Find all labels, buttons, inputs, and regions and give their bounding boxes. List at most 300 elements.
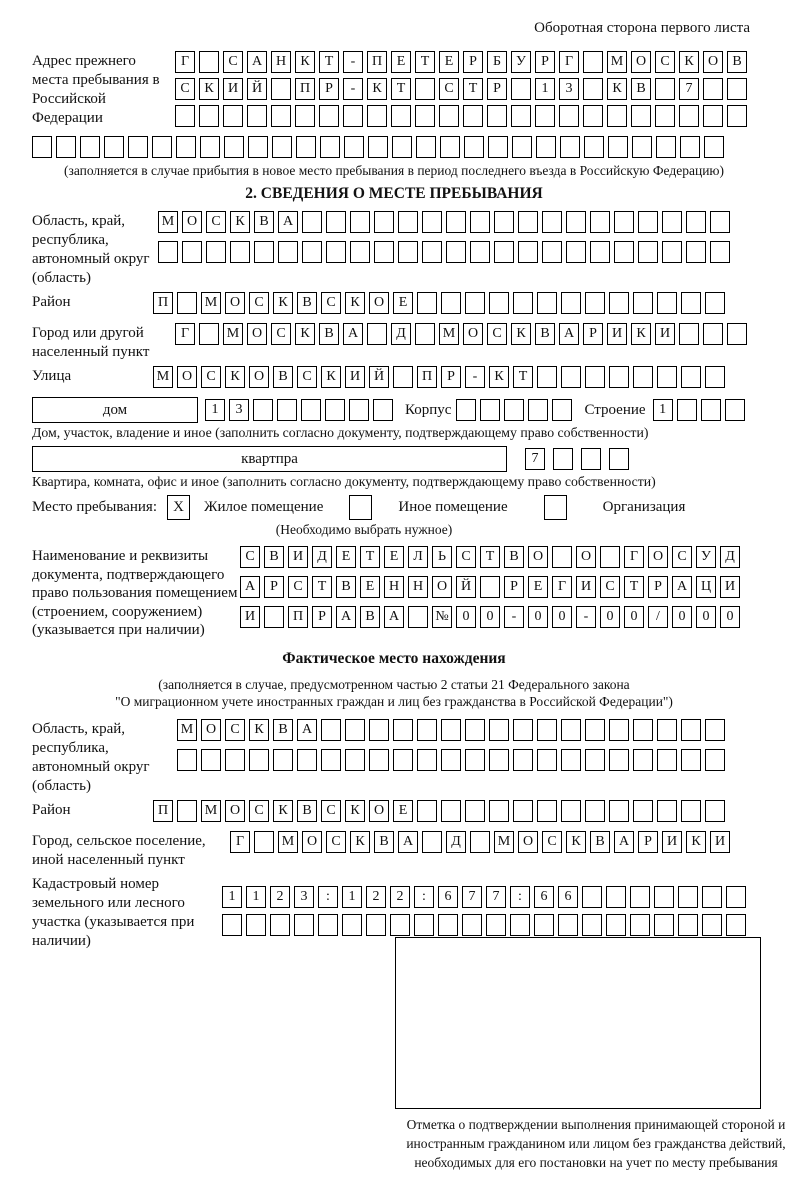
char-box[interactable]: С	[321, 292, 341, 314]
stay-option-checkbox-other-premises[interactable]	[349, 495, 372, 520]
char-box[interactable]: С	[223, 51, 243, 73]
char-box[interactable]: Р	[583, 323, 603, 345]
char-box[interactable]	[417, 800, 437, 822]
char-box[interactable]: Й	[456, 576, 476, 598]
char-box[interactable]	[297, 749, 317, 771]
char-box[interactable]	[489, 800, 509, 822]
char-box[interactable]	[342, 914, 362, 936]
char-box[interactable]	[494, 241, 514, 263]
char-box[interactable]: 0	[696, 606, 716, 628]
char-box[interactable]	[725, 399, 745, 421]
char-box[interactable]: О	[518, 831, 538, 853]
char-box[interactable]: К	[199, 78, 219, 100]
char-box[interactable]	[446, 211, 466, 233]
char-box[interactable]	[271, 78, 291, 100]
char-box[interactable]: А	[240, 576, 260, 598]
char-box[interactable]: /	[648, 606, 668, 628]
char-box[interactable]	[561, 366, 581, 388]
char-box[interactable]	[608, 136, 628, 158]
char-box[interactable]	[439, 105, 459, 127]
char-box[interactable]	[678, 914, 698, 936]
char-box[interactable]	[630, 886, 650, 908]
char-box[interactable]: Б	[487, 51, 507, 73]
char-box[interactable]: О	[182, 211, 202, 233]
char-box[interactable]	[727, 78, 747, 100]
char-box[interactable]	[609, 719, 629, 741]
char-box[interactable]	[470, 241, 490, 263]
char-box[interactable]	[655, 105, 675, 127]
char-box[interactable]: -	[343, 78, 363, 100]
char-box[interactable]: 0	[600, 606, 620, 628]
char-box[interactable]	[657, 366, 677, 388]
char-box[interactable]	[518, 241, 538, 263]
char-box[interactable]	[679, 323, 699, 345]
char-box[interactable]: С	[672, 546, 692, 568]
char-box[interactable]: О	[247, 323, 267, 345]
char-box[interactable]	[318, 914, 338, 936]
char-box[interactable]: С	[206, 211, 226, 233]
char-box[interactable]	[223, 105, 243, 127]
char-box[interactable]	[222, 914, 242, 936]
char-box[interactable]: Й	[369, 366, 389, 388]
char-box[interactable]	[513, 719, 533, 741]
char-box[interactable]	[702, 886, 722, 908]
char-box[interactable]	[369, 719, 389, 741]
char-box[interactable]	[368, 136, 388, 158]
char-box[interactable]	[513, 749, 533, 771]
char-box[interactable]	[398, 211, 418, 233]
char-box[interactable]: Е	[360, 576, 380, 598]
char-box[interactable]: Л	[408, 546, 428, 568]
char-box[interactable]	[585, 366, 605, 388]
char-box[interactable]: 1	[205, 399, 225, 421]
char-box[interactable]	[631, 105, 651, 127]
char-box[interactable]: В	[336, 576, 356, 598]
char-box[interactable]	[705, 800, 725, 822]
char-box[interactable]	[301, 399, 321, 421]
char-box[interactable]: :	[510, 886, 530, 908]
char-box[interactable]	[710, 211, 730, 233]
char-box[interactable]	[513, 800, 533, 822]
char-box[interactable]	[609, 448, 629, 470]
char-box[interactable]: С	[201, 366, 221, 388]
char-box[interactable]: Р	[319, 78, 339, 100]
char-box[interactable]: В	[360, 606, 380, 628]
char-box[interactable]	[585, 749, 605, 771]
char-box[interactable]: С	[655, 51, 675, 73]
char-box[interactable]	[253, 399, 273, 421]
char-box[interactable]: 6	[558, 886, 578, 908]
char-box[interactable]: И	[720, 576, 740, 598]
char-box[interactable]	[537, 719, 557, 741]
char-box[interactable]: А	[614, 831, 634, 853]
char-box[interactable]	[553, 448, 573, 470]
char-box[interactable]: С	[487, 323, 507, 345]
char-box[interactable]	[296, 136, 316, 158]
char-box[interactable]: Г	[552, 576, 572, 598]
char-box[interactable]: В	[297, 800, 317, 822]
char-box[interactable]	[686, 211, 706, 233]
char-box[interactable]: №	[432, 606, 452, 628]
char-box[interactable]: М	[201, 292, 221, 314]
char-box[interactable]: К	[273, 800, 293, 822]
char-box[interactable]: Т	[513, 366, 533, 388]
char-box[interactable]: Г	[230, 831, 250, 853]
char-box[interactable]: И	[223, 78, 243, 100]
char-box[interactable]: С	[249, 292, 269, 314]
char-box[interactable]	[277, 399, 297, 421]
char-box[interactable]: К	[295, 51, 315, 73]
char-box[interactable]: О	[703, 51, 723, 73]
char-box[interactable]	[633, 292, 653, 314]
char-box[interactable]	[614, 241, 634, 263]
char-box[interactable]	[662, 241, 682, 263]
char-box[interactable]	[104, 136, 124, 158]
char-box[interactable]	[552, 399, 572, 421]
char-box[interactable]: В	[264, 546, 284, 568]
char-box[interactable]	[590, 211, 610, 233]
char-box[interactable]	[606, 914, 626, 936]
char-box[interactable]: 3	[294, 886, 314, 908]
char-box[interactable]	[726, 914, 746, 936]
char-box[interactable]: А	[336, 606, 356, 628]
char-box[interactable]: 7	[486, 886, 506, 908]
char-box[interactable]	[677, 399, 697, 421]
char-box[interactable]: В	[273, 719, 293, 741]
char-box[interactable]: К	[631, 323, 651, 345]
char-box[interactable]	[367, 105, 387, 127]
char-box[interactable]: К	[566, 831, 586, 853]
char-box[interactable]	[200, 136, 220, 158]
char-box[interactable]	[462, 914, 482, 936]
char-box[interactable]	[559, 105, 579, 127]
char-box[interactable]: Е	[391, 51, 411, 73]
char-box[interactable]: К	[511, 323, 531, 345]
char-box[interactable]	[392, 136, 412, 158]
char-box[interactable]	[512, 136, 532, 158]
char-box[interactable]: :	[414, 886, 434, 908]
char-box[interactable]	[273, 749, 293, 771]
char-box[interactable]: Е	[393, 800, 413, 822]
char-box[interactable]: И	[288, 546, 308, 568]
char-box[interactable]: 1	[653, 399, 673, 421]
char-box[interactable]: 2	[390, 886, 410, 908]
char-box[interactable]: К	[249, 719, 269, 741]
char-box[interactable]	[657, 749, 677, 771]
char-box[interactable]	[422, 211, 442, 233]
char-box[interactable]	[581, 448, 601, 470]
char-box[interactable]	[583, 105, 603, 127]
char-box[interactable]: С	[271, 323, 291, 345]
char-box[interactable]	[177, 749, 197, 771]
char-box[interactable]	[201, 749, 221, 771]
char-box[interactable]	[369, 749, 389, 771]
char-box[interactable]	[681, 749, 701, 771]
char-box[interactable]: О	[177, 366, 197, 388]
char-box[interactable]: О	[225, 800, 245, 822]
char-box[interactable]	[703, 105, 723, 127]
char-box[interactable]: И	[662, 831, 682, 853]
char-box[interactable]: К	[295, 323, 315, 345]
char-box[interactable]	[560, 136, 580, 158]
char-box[interactable]: Т	[312, 576, 332, 598]
char-box[interactable]	[710, 241, 730, 263]
char-box[interactable]: 1	[246, 886, 266, 908]
stay-option-checkbox-residential[interactable]: X	[167, 495, 190, 520]
char-box[interactable]	[537, 749, 557, 771]
char-box[interactable]: В	[254, 211, 274, 233]
char-box[interactable]	[632, 136, 652, 158]
apartment-field-box[interactable]	[32, 446, 507, 472]
char-box[interactable]	[703, 323, 723, 345]
char-box[interactable]: Е	[384, 546, 404, 568]
char-box[interactable]: 7	[679, 78, 699, 100]
char-box[interactable]	[511, 105, 531, 127]
char-box[interactable]: И	[655, 323, 675, 345]
char-box[interactable]: К	[350, 831, 370, 853]
char-box[interactable]: Н	[271, 51, 291, 73]
char-box[interactable]	[582, 914, 602, 936]
char-box[interactable]: Р	[535, 51, 555, 73]
char-box[interactable]: К	[321, 366, 341, 388]
char-box[interactable]: О	[576, 546, 596, 568]
char-box[interactable]: И	[345, 366, 365, 388]
char-box[interactable]	[350, 211, 370, 233]
char-box[interactable]: К	[489, 366, 509, 388]
char-box[interactable]	[630, 914, 650, 936]
char-box[interactable]	[705, 719, 725, 741]
char-box[interactable]	[408, 606, 428, 628]
char-box[interactable]	[705, 292, 725, 314]
char-box[interactable]	[726, 886, 746, 908]
char-box[interactable]	[294, 914, 314, 936]
char-box[interactable]: 0	[720, 606, 740, 628]
char-box[interactable]: О	[528, 546, 548, 568]
char-box[interactable]	[374, 241, 394, 263]
char-box[interactable]: Е	[439, 51, 459, 73]
char-box[interactable]	[638, 241, 658, 263]
char-box[interactable]: П	[417, 366, 437, 388]
char-box[interactable]	[199, 323, 219, 345]
char-box[interactable]: В	[727, 51, 747, 73]
char-box[interactable]	[302, 241, 322, 263]
char-box[interactable]: -	[465, 366, 485, 388]
char-box[interactable]: 2	[366, 886, 386, 908]
char-box[interactable]: С	[175, 78, 195, 100]
char-box[interactable]: К	[607, 78, 627, 100]
char-box[interactable]	[374, 211, 394, 233]
char-box[interactable]	[326, 241, 346, 263]
char-box[interactable]	[518, 211, 538, 233]
char-box[interactable]: С	[542, 831, 562, 853]
char-box[interactable]: В	[631, 78, 651, 100]
char-box[interactable]	[320, 136, 340, 158]
char-box[interactable]	[727, 105, 747, 127]
char-box[interactable]	[128, 136, 148, 158]
char-box[interactable]: И	[576, 576, 596, 598]
char-box[interactable]	[80, 136, 100, 158]
char-box[interactable]	[583, 51, 603, 73]
char-box[interactable]	[349, 399, 369, 421]
char-box[interactable]: Е	[528, 576, 548, 598]
char-box[interactable]: С	[240, 546, 260, 568]
char-box[interactable]	[633, 719, 653, 741]
char-box[interactable]: В	[273, 366, 293, 388]
char-box[interactable]	[391, 105, 411, 127]
char-box[interactable]	[464, 136, 484, 158]
char-box[interactable]	[657, 719, 677, 741]
char-box[interactable]	[489, 749, 509, 771]
char-box[interactable]	[609, 749, 629, 771]
char-box[interactable]: О	[201, 719, 221, 741]
char-box[interactable]	[390, 914, 410, 936]
char-box[interactable]: О	[369, 800, 389, 822]
char-box[interactable]	[415, 323, 435, 345]
char-box[interactable]	[489, 719, 509, 741]
char-box[interactable]	[480, 399, 500, 421]
char-box[interactable]: -	[504, 606, 524, 628]
char-box[interactable]: С	[456, 546, 476, 568]
char-box[interactable]: Д	[391, 323, 411, 345]
char-box[interactable]: Р	[504, 576, 524, 598]
char-box[interactable]	[681, 366, 701, 388]
char-box[interactable]	[504, 399, 524, 421]
char-box[interactable]	[270, 914, 290, 936]
char-box[interactable]	[422, 831, 442, 853]
char-box[interactable]: О	[463, 323, 483, 345]
char-box[interactable]	[590, 241, 610, 263]
char-box[interactable]: М	[158, 211, 178, 233]
char-box[interactable]	[416, 136, 436, 158]
char-box[interactable]	[415, 78, 435, 100]
char-box[interactable]: Р	[648, 576, 668, 598]
char-box[interactable]	[32, 136, 52, 158]
char-box[interactable]: 1	[222, 886, 242, 908]
char-box[interactable]	[607, 105, 627, 127]
char-box[interactable]	[224, 136, 244, 158]
char-box[interactable]: Ц	[696, 576, 716, 598]
char-box[interactable]	[488, 136, 508, 158]
char-box[interactable]	[367, 323, 387, 345]
char-box[interactable]: Н	[384, 576, 404, 598]
char-box[interactable]	[176, 136, 196, 158]
char-box[interactable]	[536, 136, 556, 158]
char-box[interactable]	[638, 211, 658, 233]
char-box[interactable]	[344, 136, 364, 158]
char-box[interactable]	[542, 211, 562, 233]
char-box[interactable]	[654, 914, 674, 936]
char-box[interactable]: 1	[535, 78, 555, 100]
char-box[interactable]: С	[249, 800, 269, 822]
char-box[interactable]	[373, 399, 393, 421]
char-box[interactable]: П	[153, 292, 173, 314]
char-box[interactable]: 0	[480, 606, 500, 628]
char-box[interactable]: Г	[175, 323, 195, 345]
char-box[interactable]	[393, 719, 413, 741]
char-box[interactable]: В	[374, 831, 394, 853]
char-box[interactable]	[561, 800, 581, 822]
char-box[interactable]	[606, 886, 626, 908]
char-box[interactable]: О	[631, 51, 651, 73]
char-box[interactable]	[345, 749, 365, 771]
char-box[interactable]: 7	[525, 448, 545, 470]
char-box[interactable]: К	[225, 366, 245, 388]
char-box[interactable]	[657, 292, 677, 314]
char-box[interactable]: Р	[441, 366, 461, 388]
char-box[interactable]: К	[679, 51, 699, 73]
char-box[interactable]	[182, 241, 202, 263]
char-box[interactable]	[535, 105, 555, 127]
char-box[interactable]: У	[511, 51, 531, 73]
char-box[interactable]: :	[318, 886, 338, 908]
char-box[interactable]: 2	[270, 886, 290, 908]
char-box[interactable]: 0	[552, 606, 572, 628]
char-box[interactable]: Р	[463, 51, 483, 73]
char-box[interactable]: Г	[175, 51, 195, 73]
char-box[interactable]: С	[225, 719, 245, 741]
char-box[interactable]	[655, 78, 675, 100]
char-box[interactable]: О	[648, 546, 668, 568]
char-box[interactable]: А	[278, 211, 298, 233]
char-box[interactable]	[609, 366, 629, 388]
char-box[interactable]: Т	[624, 576, 644, 598]
char-box[interactable]: В	[535, 323, 555, 345]
char-box[interactable]	[510, 914, 530, 936]
char-box[interactable]	[681, 292, 701, 314]
char-box[interactable]	[542, 241, 562, 263]
char-box[interactable]	[537, 292, 557, 314]
char-box[interactable]: А	[672, 576, 692, 598]
char-box[interactable]	[417, 719, 437, 741]
house-field-box[interactable]	[32, 397, 198, 423]
char-box[interactable]: М	[439, 323, 459, 345]
char-box[interactable]	[686, 241, 706, 263]
char-box[interactable]: А	[343, 323, 363, 345]
char-box[interactable]	[271, 105, 291, 127]
char-box[interactable]: Т	[480, 546, 500, 568]
char-box[interactable]: Т	[319, 51, 339, 73]
char-box[interactable]	[438, 914, 458, 936]
char-box[interactable]	[440, 136, 460, 158]
char-box[interactable]	[230, 241, 250, 263]
char-box[interactable]: С	[297, 366, 317, 388]
char-box[interactable]	[679, 105, 699, 127]
char-box[interactable]	[470, 831, 490, 853]
char-box[interactable]	[487, 105, 507, 127]
char-box[interactable]: О	[432, 576, 452, 598]
char-box[interactable]	[609, 292, 629, 314]
char-box[interactable]	[486, 914, 506, 936]
char-box[interactable]	[513, 292, 533, 314]
char-box[interactable]	[422, 241, 442, 263]
char-box[interactable]	[701, 399, 721, 421]
char-box[interactable]	[614, 211, 634, 233]
char-box[interactable]	[321, 719, 341, 741]
char-box[interactable]: А	[247, 51, 267, 73]
char-box[interactable]	[633, 800, 653, 822]
char-box[interactable]	[654, 886, 674, 908]
char-box[interactable]: К	[367, 78, 387, 100]
char-box[interactable]	[393, 366, 413, 388]
char-box[interactable]: Д	[312, 546, 332, 568]
char-box[interactable]	[537, 366, 557, 388]
char-box[interactable]	[417, 292, 437, 314]
char-box[interactable]: Р	[638, 831, 658, 853]
char-box[interactable]: Р	[487, 78, 507, 100]
char-box[interactable]	[680, 136, 700, 158]
char-box[interactable]: Р	[264, 576, 284, 598]
char-box[interactable]	[465, 719, 485, 741]
